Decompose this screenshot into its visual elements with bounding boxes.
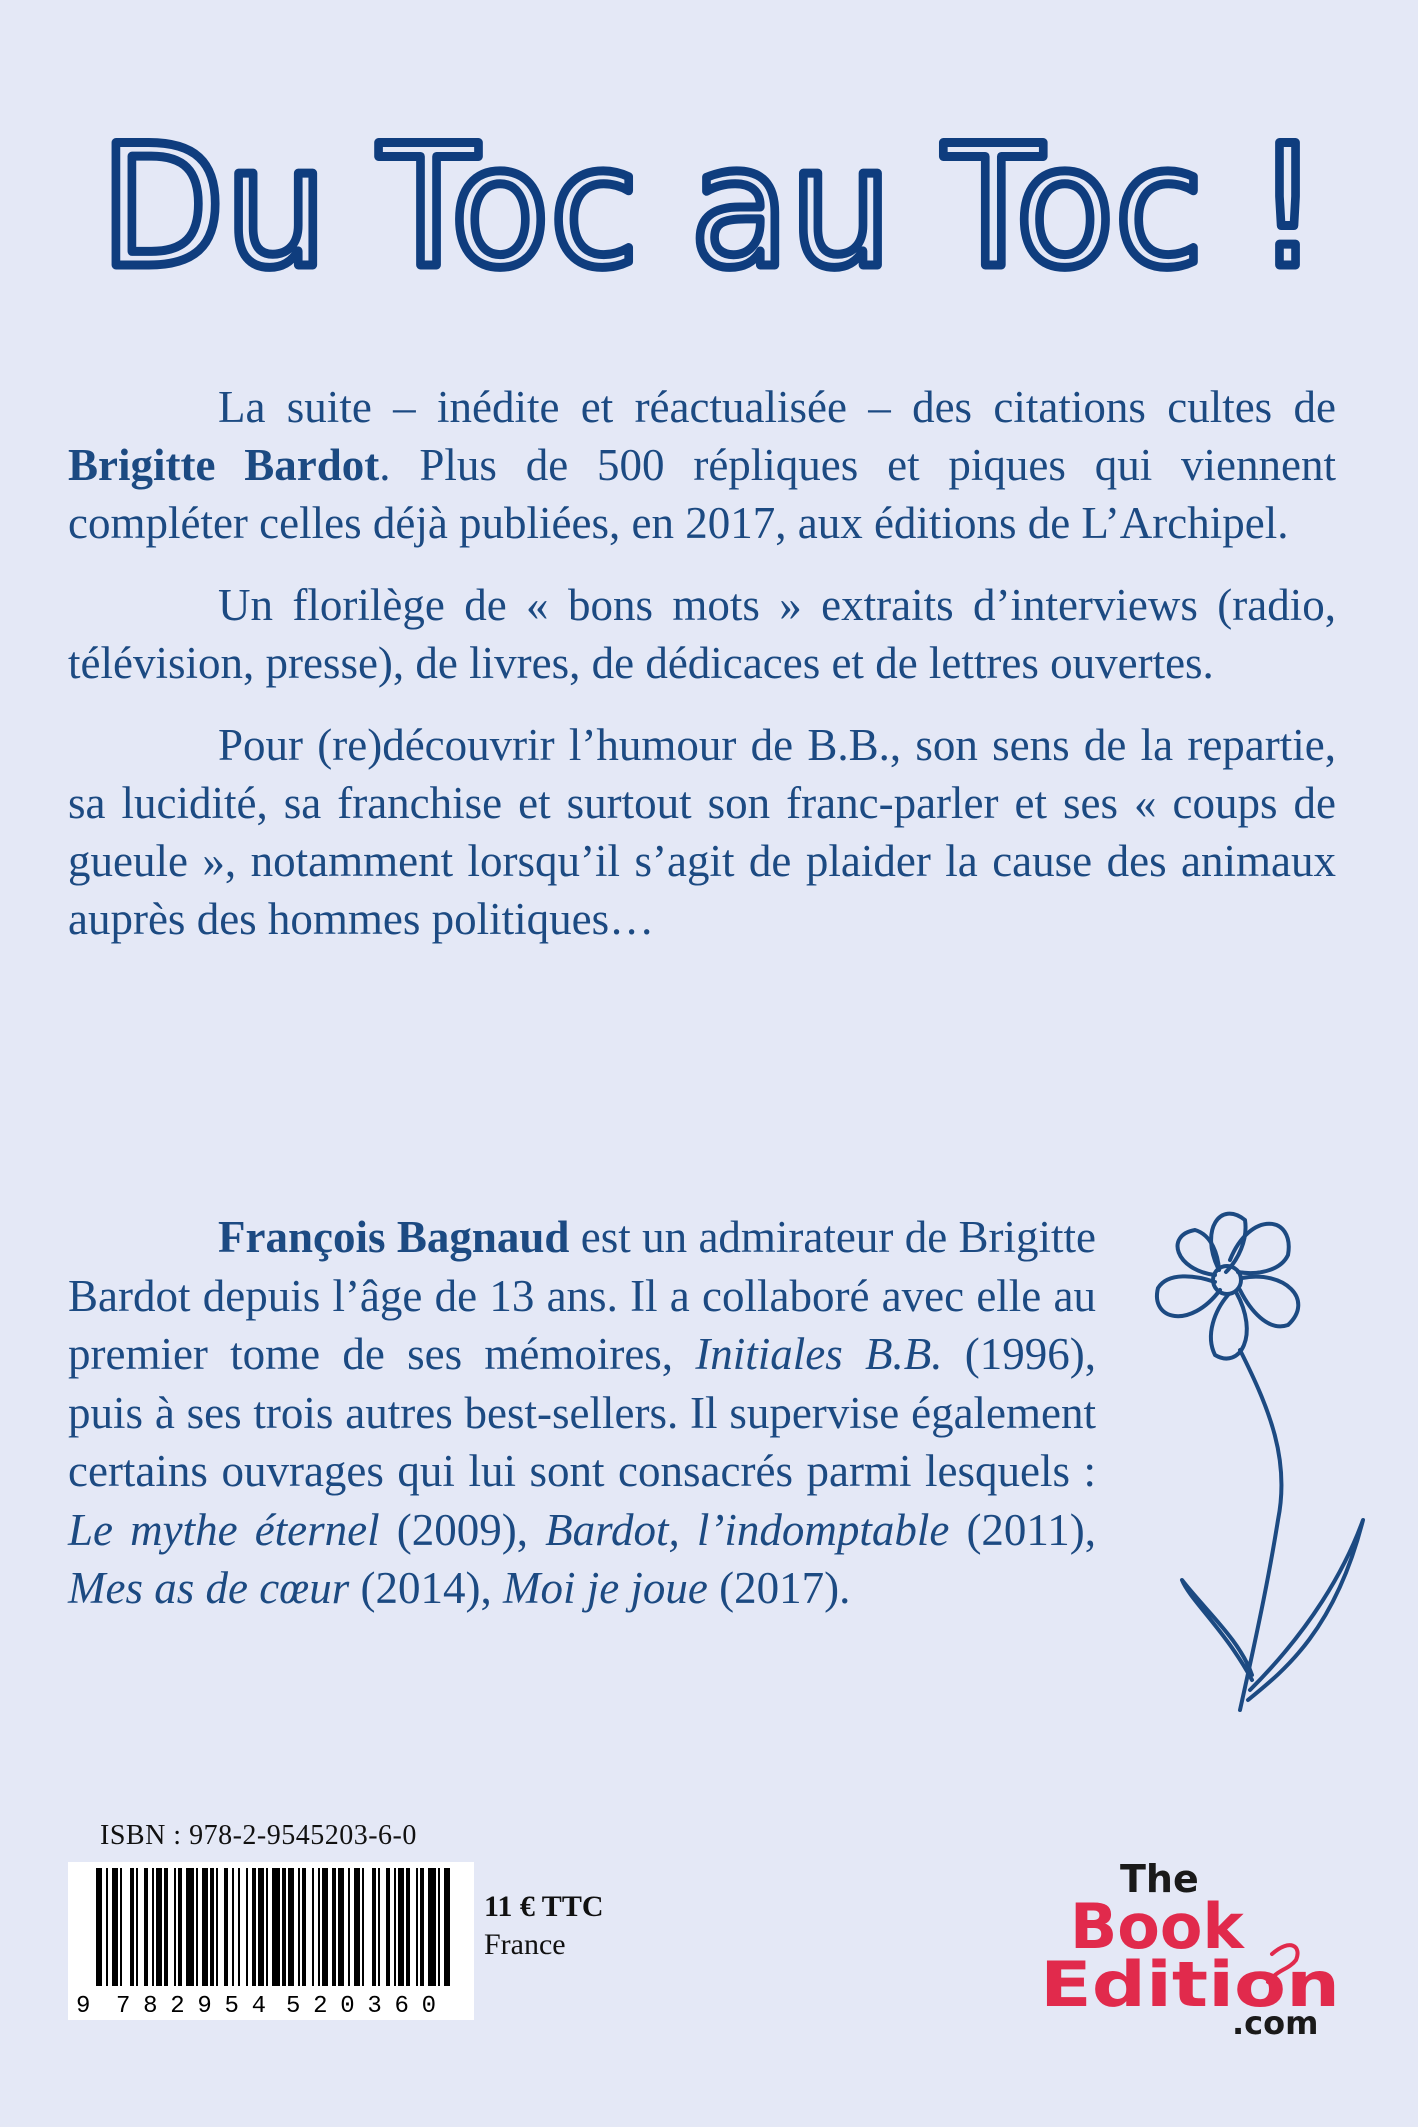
barcode-bar	[394, 1868, 396, 1986]
barcode-bar	[362, 1868, 364, 1986]
barcode-bar	[378, 1868, 380, 1986]
barcode-bar	[416, 1868, 418, 1986]
publisher-logo	[1040, 1858, 1340, 2038]
barcode-bar	[302, 1868, 306, 1986]
barcode-bar	[348, 1868, 350, 1986]
logo-the: The	[1120, 1858, 1199, 1901]
blurb-paragraph-2: Un florilège de « bons mots » extraits d’interviews (radio, télévision, presse), de livres, de dédicaces et de lettres ouvertes.	[68, 580, 1336, 688]
logo-dotcom: .com	[1232, 2004, 1319, 2038]
barcode-bar	[106, 1868, 108, 1986]
barcode-digits-left: 782954	[116, 1993, 266, 2020]
author-paragraph: François Bagnaud est un admirateur de Brigitte Bardot depuis l’âge de 13 ans. Il a collaboré avec elle au premier tome de ses mémoires, Initiales B.B. (1996), puis à ses trois autres best-sellers. Il supervise également certains ouvrages qui lui sont consacrés parmi lesquels : Le mythe éternel (2009), Bardot, l’indomptable (2011), Mes as de cœur (2014), Moi je joue (2017).	[68, 1212, 1096, 1613]
barcode-bar	[96, 1868, 102, 1986]
barcode-bar	[210, 1868, 214, 1986]
barcode-bar	[428, 1868, 436, 1986]
barcode-digits-right: 520360	[286, 1993, 436, 2020]
barcode-bar	[318, 1868, 320, 1986]
author-name: François Bagnaud	[218, 1212, 570, 1262]
logo-edition: Edition	[1040, 1948, 1340, 2021]
barcode-bar	[196, 1868, 198, 1986]
barcode-bar	[420, 1868, 424, 1986]
barcode-bar	[282, 1868, 286, 1986]
barcode-bar	[136, 1868, 138, 1986]
work-title: Bardot, l’indomptable	[545, 1504, 950, 1555]
barcode-bar	[178, 1868, 182, 1986]
barcode-bar	[272, 1868, 280, 1986]
barcode-bar	[130, 1868, 134, 1986]
barcode-bar	[232, 1868, 234, 1986]
blurb-paragraph-3: Pour (re)découvrir l’humour de B.B., son sens de la repartie, sa lucidité, sa franchise et surtout son franc-parler et ses « coups de gueule », notamment lorsqu’il s’agit de plaider la cause des animaux auprès des hommes politiques…	[68, 720, 1336, 944]
barcode-bar	[288, 1868, 294, 1986]
barcode-bar	[202, 1868, 208, 1986]
barcode-bar	[174, 1868, 176, 1986]
work-title: Initiales B.B.	[695, 1329, 943, 1379]
barcode-bar	[354, 1868, 360, 1986]
isbn-label: ISBN : 978-2-9545203-6-0	[100, 1820, 417, 1851]
logo-book: Book	[1070, 1890, 1244, 1963]
price: 11 € TTC	[484, 1890, 604, 1923]
barcode-bar	[438, 1868, 440, 1986]
barcode-bar	[322, 1868, 328, 1986]
book-title	[100, 110, 1330, 310]
barcode-bar	[386, 1868, 390, 1986]
barcode-bar	[224, 1868, 228, 1986]
barcode-digit-lead: 9	[76, 1993, 91, 2020]
flower-icon	[1120, 1160, 1380, 1720]
barcode-bar	[372, 1868, 376, 1986]
barcode-bar	[406, 1868, 410, 1986]
country: France	[484, 1928, 566, 1961]
barcode-bar	[186, 1868, 194, 1986]
barcode-bar	[258, 1868, 264, 1986]
barcode-bar	[216, 1868, 218, 1986]
barcode-bar	[238, 1868, 240, 1986]
barcode-bar	[252, 1868, 256, 1986]
barcode	[68, 1862, 474, 2020]
barcode-bar	[246, 1868, 248, 1986]
barcode-bar	[164, 1868, 168, 1986]
barcode-bar	[398, 1868, 404, 1986]
book-title-text: Du Toc au Toc !	[100, 110, 1320, 305]
barcode-bar	[120, 1868, 122, 1986]
barcode-bar	[444, 1868, 450, 1986]
barcode-bar	[298, 1868, 300, 1986]
author-bio	[68, 1208, 1096, 1618]
barcode-bar	[112, 1868, 118, 1986]
blurb	[68, 378, 1336, 972]
barcode-bar	[338, 1868, 344, 1986]
work-title: Le mythe éternel	[68, 1504, 380, 1555]
barcode-bar	[156, 1868, 162, 1986]
work-title: Mes as de cœur	[68, 1563, 350, 1613]
subject-name: Brigitte Bardot	[68, 440, 380, 490]
barcode-bar	[266, 1868, 268, 1986]
work-title: Moi je joue	[502, 1563, 708, 1613]
barcode-bar	[312, 1868, 314, 1986]
barcode-bar	[332, 1868, 336, 1986]
blurb-paragraph-1: La suite – inédite et réactualisée – des citations cultes de Brigitte Bardot. Plus de 500 répliques et piques qui viennent compléter celles déjà publiées, en 2017, aux éditions de L’Archipel.	[68, 382, 1336, 548]
barcode-bar	[152, 1868, 154, 1986]
barcode-bar	[144, 1868, 148, 1986]
